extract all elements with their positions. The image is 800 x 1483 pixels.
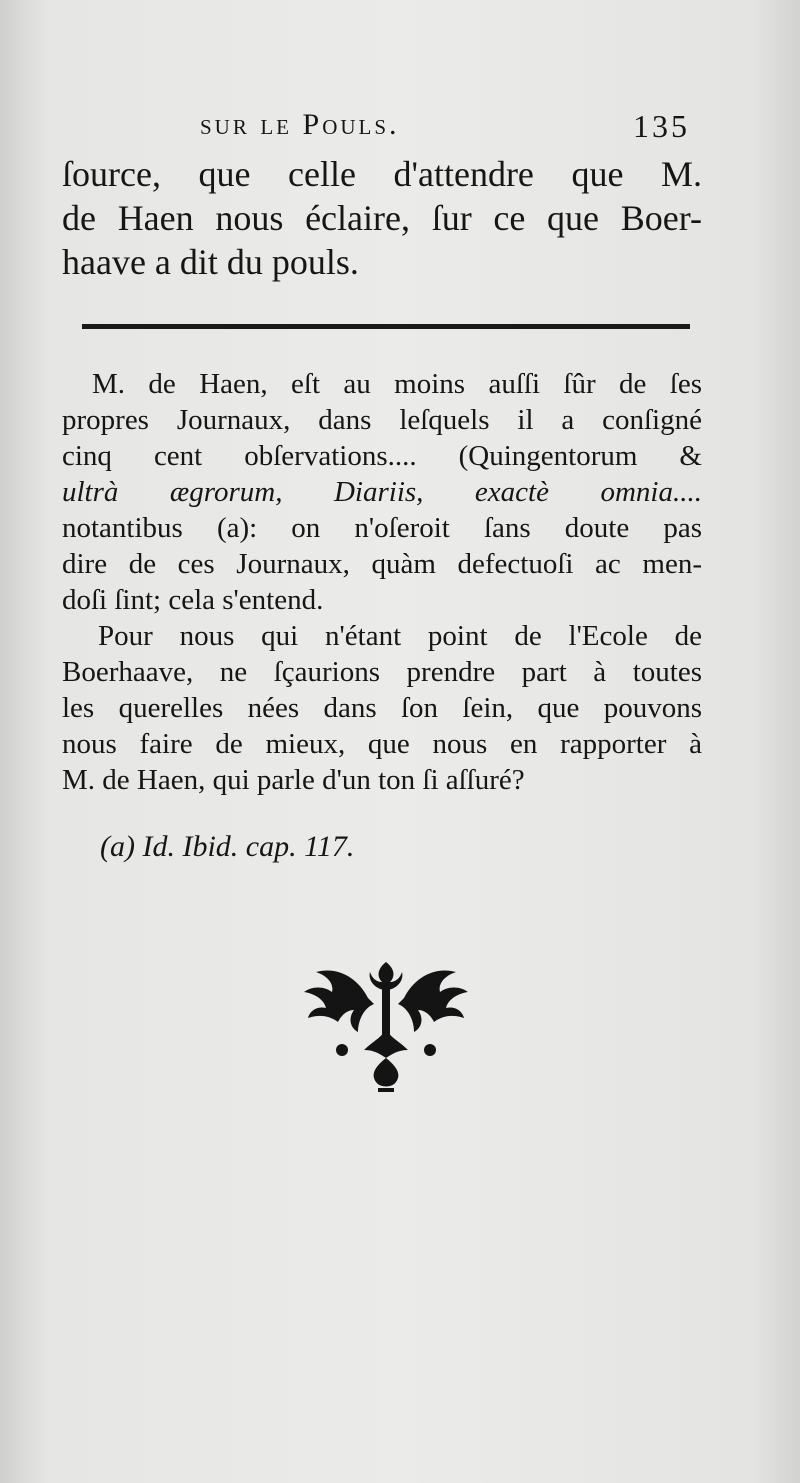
running-title: sur le Pouls. xyxy=(200,108,400,141)
text-line: M. de Haen, eſt au moins auſſi ſûr de ſes xyxy=(92,368,702,400)
show-through-text xyxy=(80,880,720,920)
note-paragraph-1 xyxy=(62,366,702,618)
footnote xyxy=(100,830,354,864)
fleuron-icon xyxy=(298,958,474,1098)
text-line: de Haen nous éclaire, ſur ce que Boer- xyxy=(62,198,702,238)
text-line: nous faire de mieux, que nous en rapporter à xyxy=(62,728,702,760)
text-line: les querelles nées dans ſon ſein, que pouvons xyxy=(62,692,702,724)
running-header xyxy=(200,108,700,152)
text-line: M. de Haen, qui parle d'un ton ſi aſſuré? xyxy=(62,764,525,796)
text-line: haave a dit du pouls. xyxy=(62,242,359,282)
continued-paragraph xyxy=(62,152,702,284)
text-line: notantibus (a): on n'oſeroit ſans doute pas xyxy=(62,512,702,544)
footnote-text: (a) Id. Ibid. cap. 117. xyxy=(100,830,355,863)
note-paragraph-2 xyxy=(62,618,702,798)
text-line: Pour nous qui n'étant point de l'Ecole de xyxy=(98,620,702,652)
text-line: cinq cent obſervations.... (Quingentorum & xyxy=(62,440,702,472)
text-line: ſource, que celle d'attendre que M. xyxy=(62,154,702,194)
section-divider xyxy=(82,324,690,329)
text-line: ultrà ægrorum, Diariis, exactè omnia.... xyxy=(62,476,702,508)
text-line: dire de ces Journaux, quàm defectuoſi ac men- xyxy=(62,548,702,580)
page-number: 135 xyxy=(633,108,690,144)
text-line: Boerhaave, ne ſçaurions prendre part à toutes xyxy=(62,656,702,688)
text-line: doſi ſint; cela s'entend. xyxy=(62,584,324,616)
text-line: propres Journaux, dans leſquels il a conſigné xyxy=(62,404,702,436)
